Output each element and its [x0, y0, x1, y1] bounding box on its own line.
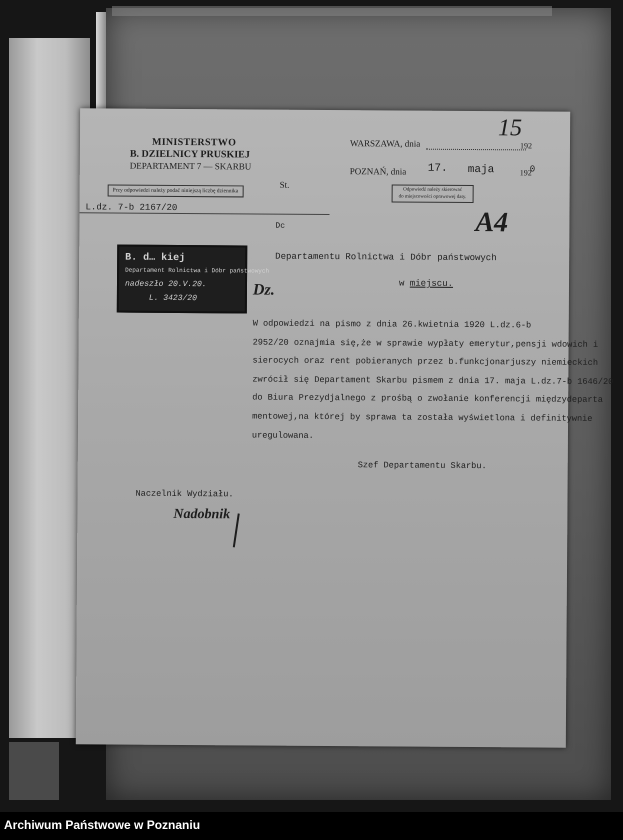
reply-note-box: [392, 184, 474, 203]
date-day: 17.: [427, 162, 448, 175]
body-line-7: uregulowana.: [251, 430, 314, 441]
date-month: maja: [467, 164, 495, 177]
ministry-district: B. DZIELNICY PRUSKIEJ: [129, 148, 250, 161]
reply-note-line-1: Odpowiedź należy skierować: [403, 187, 462, 193]
reply-note-line-2: do miejscowości oprawowej daty.: [398, 194, 467, 200]
stamp-line-1: B. d… kiej: [125, 252, 186, 265]
body-line-6: mentowej,na której by sprawa ta została wyświetlona i definitywnie: [252, 411, 593, 424]
handwritten-dz-mark: Dz.: [252, 281, 275, 299]
letter-document: [76, 108, 614, 747]
reference-rule: [79, 212, 329, 215]
handwritten-mark: A4: [475, 207, 509, 239]
st-label: St.: [279, 179, 290, 190]
place-poznan: POZNAŃ, dnia: [349, 166, 407, 177]
addressee-prefix: w: [398, 278, 405, 289]
archive-caption: Archiwum Państwowe w Poznaniu: [4, 818, 201, 832]
year-poznan: 192: [519, 168, 532, 178]
ministry-department: DEPARTAMENT 7 — SKARBU: [129, 160, 252, 172]
addressee-line-1: Departamentu Rolnictwa i Dóbr państwowych: [275, 251, 497, 264]
body-line-5: do Biura Prezydjalnego z prośbą o zwołanie konferencji międzydeparta: [252, 392, 603, 406]
year-digit: 0: [529, 164, 536, 175]
margin-shadow: [9, 742, 59, 800]
body-line-2: 2952/20 oznajmia się,że w sprawie wypłaty emerytur,pensji wdowich i: [252, 337, 599, 350]
handwritten-signature: Nadobnik: [173, 506, 231, 523]
section-chief-label: Naczelnik Wydziału.: [135, 488, 234, 500]
stamp-line-3: nadeszło 20.V.20.: [124, 279, 207, 290]
body-line-3: sierocych oraz rent pobieranych przez b.funkcjonarjuszy niemieckich: [252, 355, 599, 369]
stamp-line-2: Departament Rolnictwa i Dóbr państwowych: [125, 266, 270, 275]
department-head-signature-line: Szef Departamentu Skarbu.: [357, 460, 487, 472]
letter-body: [252, 315, 614, 448]
addressee-line-2: [399, 279, 453, 289]
body-line-4: zwrócił się Departament Skarbu pismem z dnia 17. maja L.dz.7-b 1646/20: [252, 374, 614, 387]
body-line-1: W odpowiedzi na pismo z dnia 26.kwietnia 1920 L.dz.6-b: [252, 318, 532, 331]
addressee-place: miejscu.: [409, 278, 454, 289]
reference-number: L.dz. 7-b 2167/20: [85, 202, 178, 213]
place-warszawa: WARSZAWA, dnia: [349, 138, 421, 149]
date-rule: [426, 149, 526, 151]
dc-label: Dc: [275, 221, 286, 231]
reference-note-box: Przy odpowiedzi należy podać niniejszą liczbę dziennika: [108, 184, 244, 197]
stamp-line-4: L. 3423/20: [148, 293, 197, 304]
folio-number: 15: [498, 115, 523, 142]
underlying-sheet-edge: [112, 6, 552, 16]
year-warszawa: 192: [519, 141, 533, 151]
ministry-title: MINISTERSTWO: [151, 136, 237, 149]
signature-stroke: [233, 513, 240, 547]
